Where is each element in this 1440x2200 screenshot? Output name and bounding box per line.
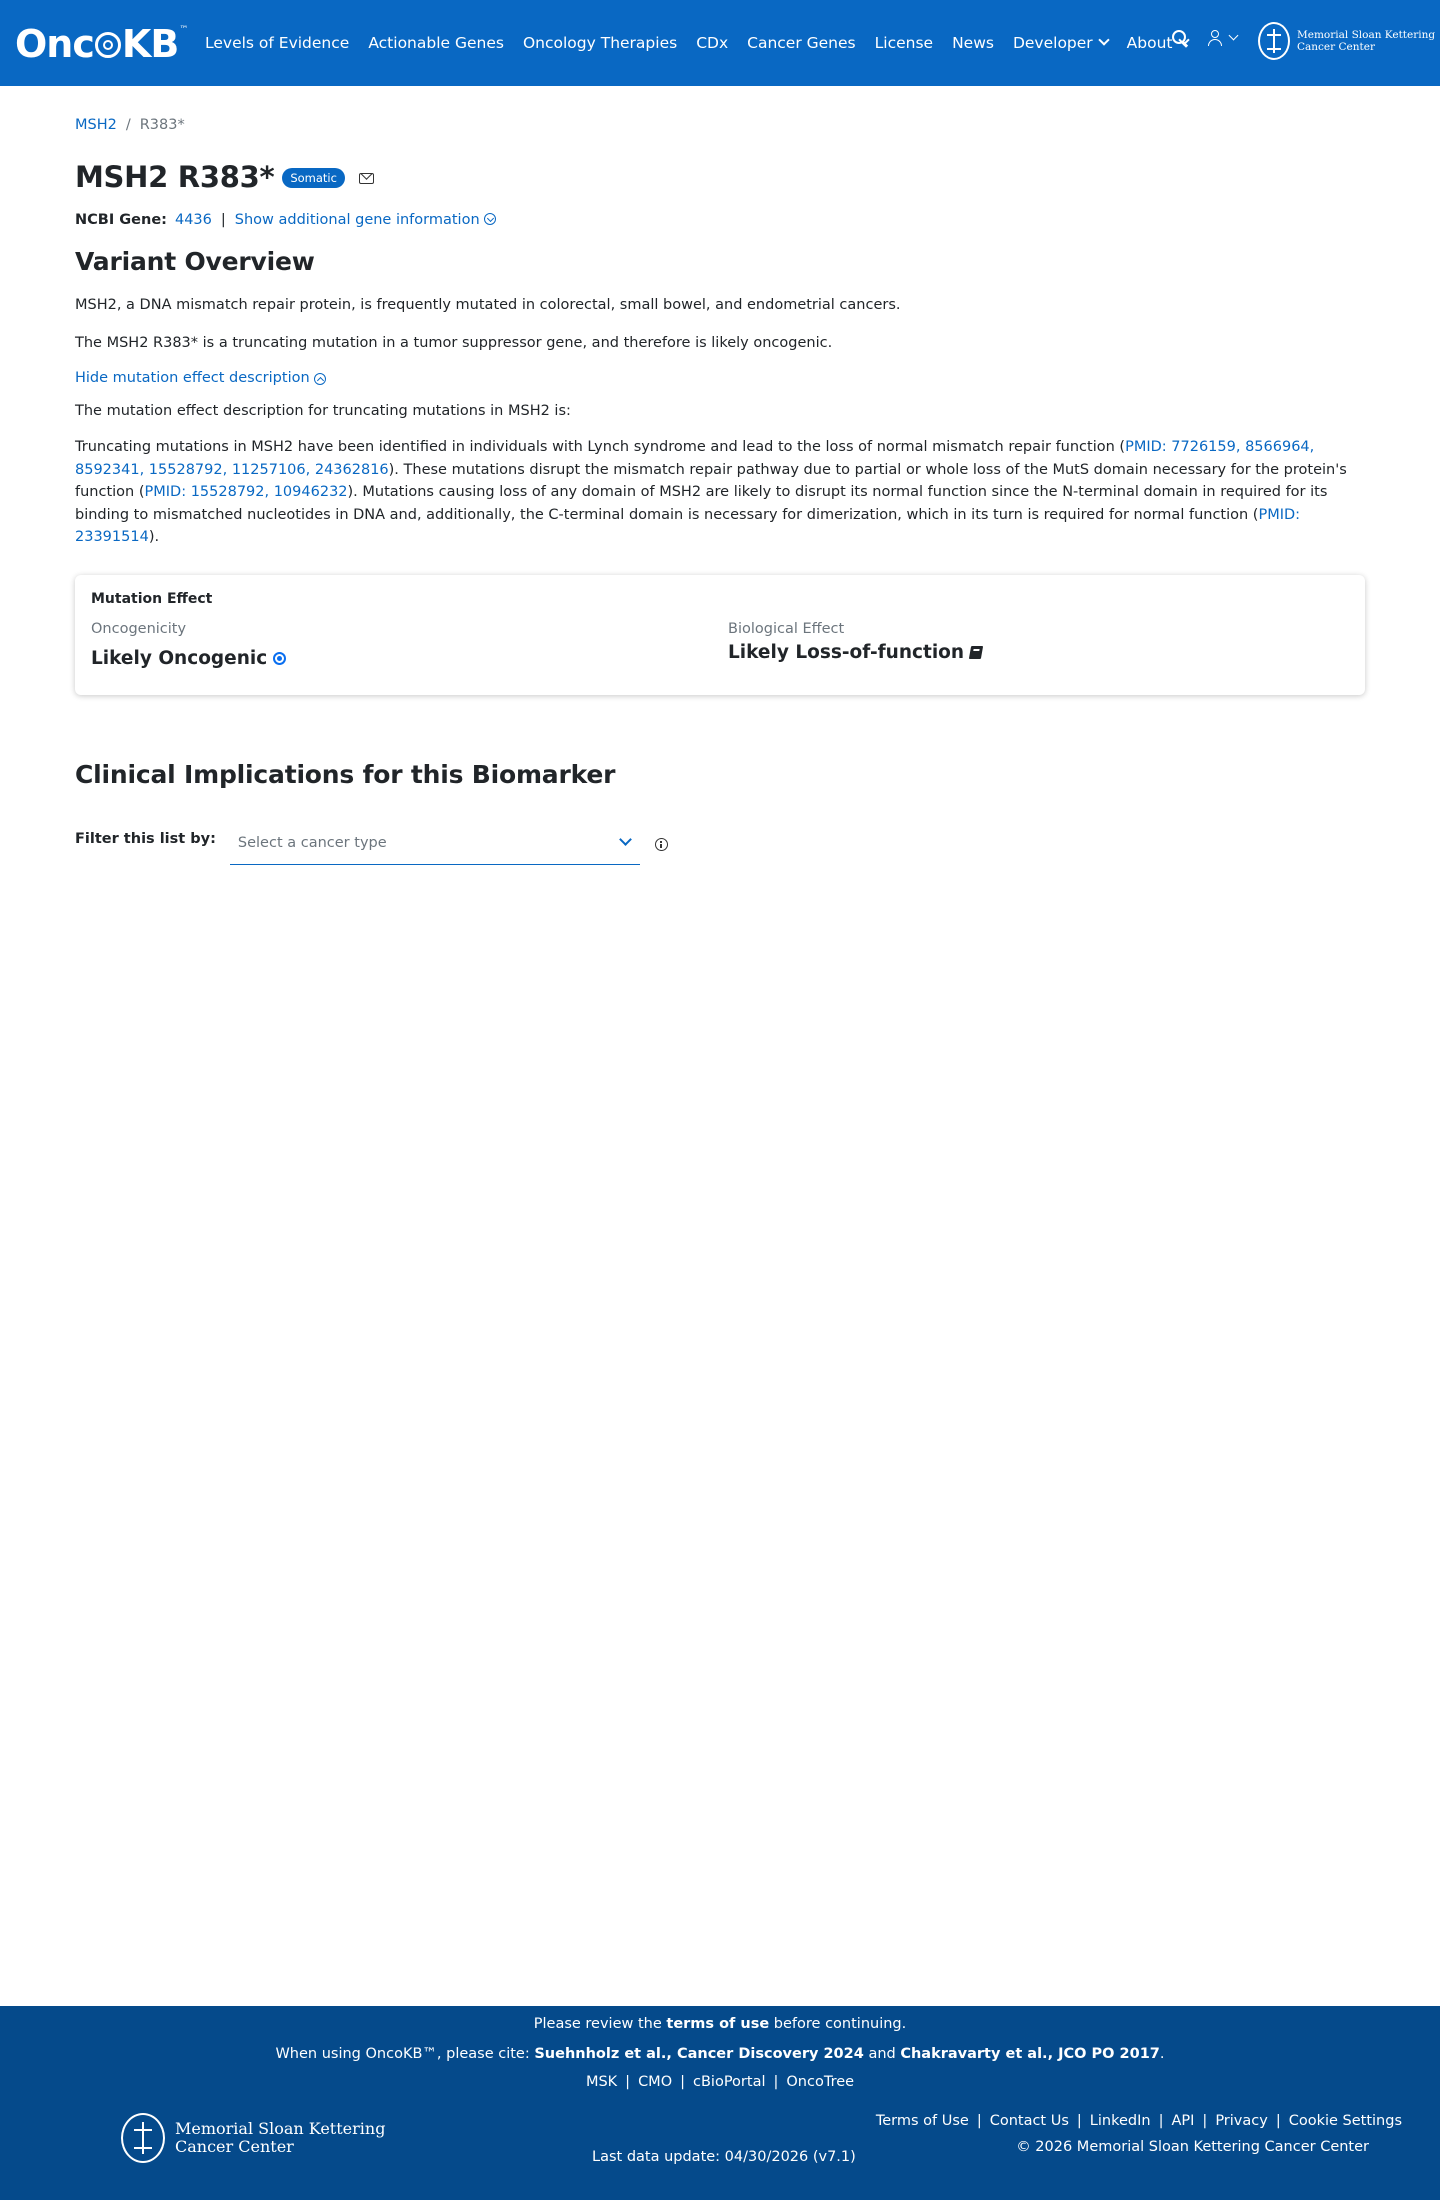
gene-info: [75, 212, 496, 228]
overview-variant-summary: The MSH2 R383* is a truncating mutation in a tumor suppressor gene, and therefore is likely oncogenic.: [75, 335, 833, 351]
nav-actionable-genes[interactable]: [368, 34, 504, 52]
oncokb-logo[interactable]: [15, 22, 187, 66]
footer-partner-links: [0, 2074, 1440, 2090]
nav-label: License: [874, 34, 934, 52]
nav-cancer-genes[interactable]: [747, 34, 856, 52]
msk-line-2: Cancer Center: [1297, 41, 1375, 53]
footer-link-cbioportal[interactable]: cBioPortal: [693, 2074, 766, 2090]
footer-separator: |: [1275, 2113, 1281, 2129]
footer-review-text: Please review the: [533, 2016, 667, 2032]
cancer-type-placeholder: Select a cancer type: [237, 835, 387, 851]
footer-api-link[interactable]: API: [1171, 2113, 1195, 2129]
msk-logo-text: [1297, 29, 1435, 53]
footer-separator: |: [1158, 2113, 1164, 2129]
ncbi-gene-link[interactable]: 4436: [174, 212, 212, 228]
footer-link-msk[interactable]: MSK: [585, 2074, 618, 2090]
circle-chevron-down-icon: [484, 213, 496, 225]
desc-text-4: ).: [148, 529, 160, 545]
chevron-down-icon[interactable]: [1229, 30, 1239, 40]
footer-separator: |: [773, 2074, 779, 2090]
cite-and: and: [863, 2046, 901, 2062]
footer-terms-notice: [0, 2016, 1440, 2032]
citation-1: Suehnholz et al., Cancer Discovery 2024: [534, 2046, 864, 2062]
footer-msk-text: [175, 2120, 385, 2156]
search-icon[interactable]: [1172, 30, 1188, 46]
overview-gene-summary: MSH2, a DNA mismatch repair protein, is frequently mutated in colorectal, small bowel, and endometrial cancers.: [75, 297, 901, 313]
footer-msk-logo[interactable]: [121, 2113, 385, 2163]
biological-effect-column: [728, 621, 982, 663]
biological-effect-label: Biological Effect: [728, 621, 845, 637]
logo-text-kb: KB: [121, 22, 179, 66]
footer-separator: |: [1076, 2113, 1082, 2129]
logo-text-onc: Onc: [15, 22, 94, 66]
cancer-type-select[interactable]: [230, 827, 640, 865]
citation-2: Chakravarty et al., JCO PO 2017: [900, 2046, 1160, 2062]
variant-overview-title: Variant Overview: [75, 247, 315, 276]
target-icon: [95, 32, 121, 58]
msk-line-1: Memorial Sloan Kettering: [1297, 29, 1436, 41]
footer-separator: |: [680, 2074, 686, 2090]
logo-trademark: ™: [179, 25, 188, 35]
nav-label: Cancer Genes: [747, 34, 856, 52]
mutation-effect-title: Mutation Effect: [91, 591, 213, 607]
nav-label: Actionable Genes: [368, 34, 504, 52]
nav-label: News: [952, 34, 994, 52]
nav-label: Levels of Evidence: [205, 34, 350, 52]
oncogenicity-value-row: [91, 648, 286, 669]
mutation-effect-card: [75, 575, 1365, 695]
cite-text: When using OncoKB™, please cite:: [275, 2046, 535, 2062]
nav-developer-dropdown[interactable]: [1013, 34, 1108, 52]
show-gene-info-link[interactable]: [235, 212, 496, 228]
mail-icon[interactable]: [359, 173, 374, 184]
ncbi-gene-label: NCBI Gene:: [75, 212, 167, 228]
msk-emblem-icon: [121, 2113, 165, 2163]
desc-text-2: ). These mutations disrupt the mismatch repair pathway due to partial or whole loss of the MutS domain necessary for the protein's function (: [75, 461, 1347, 500]
oncogenicity-label: Oncogenicity: [91, 621, 187, 637]
page-title-row: [75, 160, 374, 194]
show-gene-info-label: Show additional gene information: [234, 212, 480, 228]
pmid-link-2[interactable]: PMID: 15528792, 10946232: [144, 484, 348, 500]
breadcrumb: [75, 117, 185, 133]
terms-of-use-link[interactable]: terms of use: [666, 2016, 770, 2032]
cite-dot: .: [1159, 2046, 1165, 2062]
nav-news[interactable]: [952, 34, 994, 52]
pmid-link-1[interactable]: PMID: 7726159, 8566964, 8592341, 15528792, 11257106, 24362816: [75, 439, 1315, 478]
mutation-effect-description: [75, 436, 1365, 549]
footer-legal-links: [876, 2113, 1402, 2129]
nav-icons: [1172, 30, 1237, 46]
pipe-separator: |: [220, 212, 226, 228]
footer-privacy-link[interactable]: Privacy: [1215, 2113, 1268, 2129]
copyright: © 2026 Memorial Sloan Kettering Cancer Center: [1016, 2139, 1369, 2155]
hide-mutation-effect-label: Hide mutation effect description: [75, 370, 310, 386]
hide-mutation-effect-link[interactable]: [75, 370, 326, 386]
footer-msk-line-2: Cancer Center: [175, 2137, 294, 2156]
chevron-down-icon: [619, 833, 632, 846]
desc-text-3: ). Mutations causing loss of any domain of MSH2 are likely to disrupt its normal function since the N-terminal domain in required for its binding to mismatched nucleotides in DNA and, additionally, the C-terminal domain is necessary for dimerization, which in its turn is required for normal function (: [75, 484, 1328, 523]
nav-label: Developer: [1012, 34, 1093, 52]
footer-contact-link[interactable]: Contact Us: [989, 2113, 1069, 2129]
biological-effect-value: Likely Loss-of-function: [728, 642, 965, 663]
footer-cookie-settings-link[interactable]: Cookie Settings: [1288, 2113, 1402, 2129]
chevron-down-icon: [1098, 34, 1109, 45]
last-data-update: Last data update: 04/30/2026 (v7.1): [592, 2149, 856, 2165]
pmid-link-3[interactable]: PMID: 23391514: [75, 506, 1301, 545]
user-icon[interactable]: [1208, 30, 1222, 46]
desc-text-1: Truncating mutations in MSH2 have been identified in individuals with Lynch syndrome and lead to the loss of normal mismatch repair function (: [75, 439, 1126, 455]
breadcrumb-gene-link[interactable]: MSH2: [75, 117, 117, 133]
nav-oncology-therapies[interactable]: [523, 34, 677, 52]
nav-levels-of-evidence[interactable]: [205, 34, 349, 52]
info-icon[interactable]: [655, 838, 668, 851]
footer-separator: |: [976, 2113, 982, 2129]
nav-license[interactable]: [875, 34, 933, 52]
cancer-type-filter: [75, 827, 668, 865]
biological-effect-value-row: [728, 642, 982, 663]
nav-label: CDx: [696, 34, 729, 52]
mutation-effect-intro: The mutation effect description for truncating mutations in MSH2 is:: [75, 403, 571, 419]
nav-label: Oncology Therapies: [522, 34, 678, 52]
oncogenicity-column: [91, 621, 286, 669]
footer-link-oncotree[interactable]: OncoTree: [786, 2074, 855, 2090]
page-title: MSH2 R383*: [75, 160, 275, 194]
oncogenicity-value: Likely Oncogenic: [91, 648, 268, 669]
footer-citation: [0, 2046, 1440, 2062]
footer-linkedin-link[interactable]: LinkedIn: [1089, 2113, 1151, 2129]
nav-menu: [205, 0, 1207, 86]
footer-legal: [876, 2113, 1402, 2155]
footer-separator: |: [1202, 2113, 1208, 2129]
msk-logo[interactable]: [1258, 22, 1435, 60]
footer-link-cmo[interactable]: CMO: [638, 2074, 673, 2090]
somatic-badge: Somatic: [282, 168, 345, 188]
oncogenic-icon: [273, 652, 286, 665]
filter-label: Filter this list by:: [75, 831, 216, 847]
book-icon[interactable]: [969, 646, 983, 659]
footer-review-text-end: before continuing.: [769, 2016, 907, 2032]
top-navbar: [0, 0, 1440, 86]
footer-separator: |: [625, 2074, 631, 2090]
footer-msk-line-1: Memorial Sloan Kettering: [175, 2119, 386, 2138]
footer: [0, 2006, 1440, 2200]
circle-chevron-up-icon: [314, 373, 326, 385]
footer-terms-link[interactable]: Terms of Use: [875, 2113, 969, 2129]
breadcrumb-separator: /: [125, 117, 131, 133]
clinical-implications-title: Clinical Implications for this Biomarker: [75, 760, 616, 789]
msk-emblem-icon: [1258, 22, 1290, 60]
nav-cdx[interactable]: [696, 34, 728, 52]
nav-label: About: [1126, 34, 1173, 52]
breadcrumb-current: R383*: [139, 117, 185, 133]
